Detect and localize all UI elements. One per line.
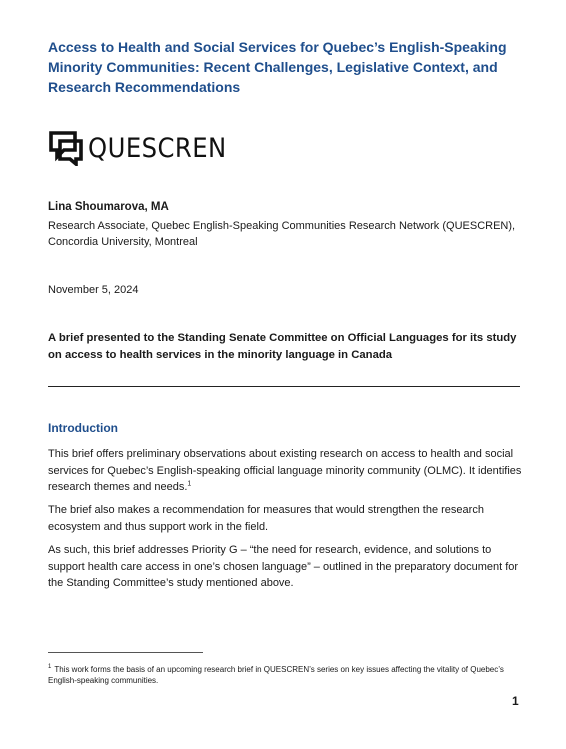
- footnote-reference[interactable]: 1: [187, 480, 192, 488]
- logo-wordmark: QUESCREN: [88, 132, 227, 164]
- document-title: Access to Health and Social Services for Quebec’s English-Speaking Minority Communities: Recent Challenges, Legislative Context, and Research Recommendations: [48, 39, 507, 95]
- introduction-paragraph-3: As such, this brief addresses Priority G – “the need for research, evidence, and solutions to support health care access in one’s chosen language” – outlined in the preparatory document for the Standing Committee’s study mentioned above.: [48, 544, 519, 589]
- introduction-heading: Introduction: [48, 421, 118, 435]
- document-date: November 5, 2024: [48, 284, 139, 296]
- brief-statement: A brief presented to the Standing Senate Committee on Official Languages for its study on access to health services in the minority language in Canada: [48, 332, 517, 361]
- section-divider: [48, 386, 520, 387]
- paragraph-1-text: This brief offers preliminary observations about existing research on access to health and social services for Quebec’s English-speaking official language minority community (OLMC). It identifies research themes and needs.: [48, 448, 522, 493]
- quescren-logo: [48, 128, 242, 168]
- footnote: [48, 664, 528, 686]
- author-affiliation: Research Associate, Quebec English-Speaking Communities Research Network (QUESCREN), Concordia University, Montreal: [48, 220, 516, 248]
- speech-bubble-icon: [48, 130, 84, 166]
- footnote-text: This work forms the basis of an upcoming research brief in QUESCREN’s series on key issues affecting the vitality of Quebec’s English-speaking communities.: [48, 665, 504, 685]
- page-number: 1: [512, 694, 519, 708]
- author-name: Lina Shoumarova, MA: [48, 201, 169, 213]
- footnote-number: 1: [48, 664, 52, 671]
- footnote-divider: [48, 652, 203, 653]
- introduction-paragraph-1: [48, 446, 523, 496]
- introduction-paragraph-2: The brief also makes a recommendation for measures that would strengthen the research ecosystem and thus support work in the field.: [48, 504, 484, 533]
